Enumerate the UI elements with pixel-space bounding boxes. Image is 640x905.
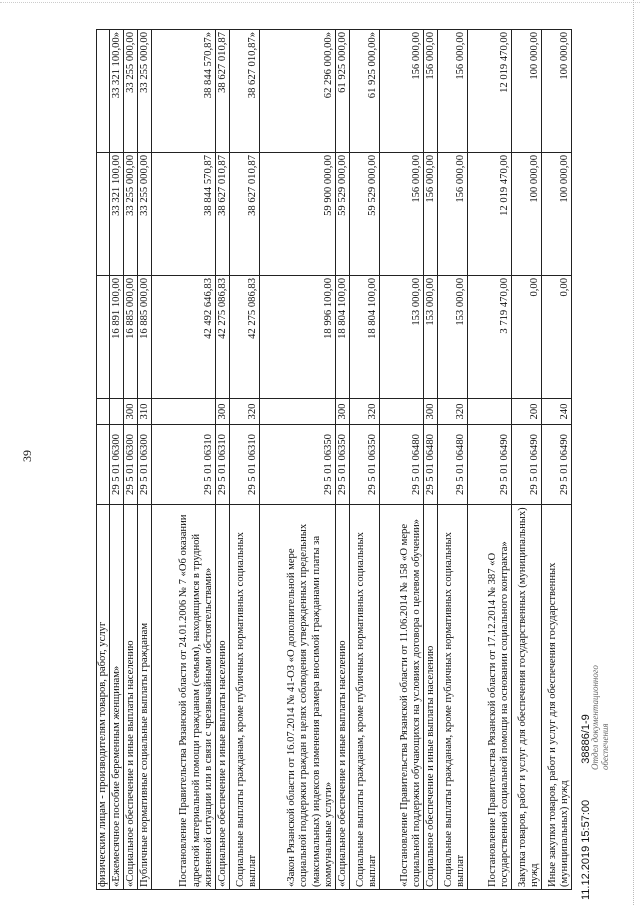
- rotated-table-container: [96, 30, 586, 890]
- row-value-2019-cell: [97, 276, 110, 399]
- footer: [580, 714, 592, 900]
- table-row: [138, 30, 152, 890]
- table-row: [512, 30, 542, 890]
- row-value-2019-cell: 3 719 470,00: [468, 276, 512, 399]
- row-value-2020-cell: 156 000,00: [438, 153, 468, 276]
- row-vr-cell: [260, 399, 336, 425]
- row-code-cell: 29 5 01 06490: [468, 425, 512, 505]
- row-value-2021-cell: 38 627 010,87»: [230, 30, 260, 153]
- row-code-cell: 29 5 01 06350: [260, 425, 336, 505]
- row-name-cell: «Закон Рязанской области от 16.07.2014 № 41-ОЗ «О дополнительной мере социальной поддержки граждан в целях соблюдения утвержденных предельных (максимальных) индексов изменения размера вносимой гражданами платы за коммунальные услуги»: [260, 505, 336, 890]
- table-row: [380, 30, 424, 890]
- table-row: [152, 30, 216, 890]
- row-vr-cell: [152, 399, 216, 425]
- row-vr-cell: [468, 399, 512, 425]
- table-row: [542, 30, 572, 890]
- row-vr-cell: 200: [512, 399, 542, 425]
- table-row: [124, 30, 138, 890]
- row-name-cell: «Социальное обеспечение и иные выплаты населению: [336, 505, 350, 890]
- row-value-2021-cell: [97, 30, 110, 153]
- row-vr-cell: 300: [124, 399, 138, 425]
- row-code-cell: 29 5 01 06490: [542, 425, 572, 505]
- row-vr-cell: [97, 399, 110, 425]
- row-value-2020-cell: 156 000,00: [380, 153, 424, 276]
- row-value-2021-cell: 33 321 100,00»: [110, 30, 124, 153]
- row-value-2019-cell: 42 492 646,83: [152, 276, 216, 399]
- row-value-2019-cell: 42 275 086,83: [216, 276, 230, 399]
- row-vr-cell: 300: [424, 399, 438, 425]
- table-row: [110, 30, 124, 890]
- row-code-cell: 29 5 01 06310: [216, 425, 230, 505]
- table-row: [350, 30, 380, 890]
- archive-stamp: Отдел документационного обеспечения: [590, 665, 610, 770]
- row-value-2019-cell: 18 804 100,00: [350, 276, 380, 399]
- row-code-cell: 29 5 01 06300: [138, 425, 152, 505]
- row-code-cell: 29 5 01 06310: [152, 425, 216, 505]
- row-code-cell: 29 5 01 06480: [380, 425, 424, 505]
- row-name-cell: Постановление Правительства Рязанской области от 17.12.2014 № 387 «О государственной социальной помощи на основании социального контракта»: [468, 505, 512, 890]
- row-vr-cell: 320: [438, 399, 468, 425]
- row-value-2020-cell: 59 529 000,00: [336, 153, 350, 276]
- row-name-cell: физическим лицам - производителям товаров, работ, услуг: [97, 505, 110, 890]
- row-value-2020-cell: 38 844 570,87: [152, 153, 216, 276]
- row-vr-cell: [380, 399, 424, 425]
- row-name-cell: «Социальное обеспечение и иные выплаты населению: [216, 505, 230, 890]
- row-value-2020-cell: 100 000,00: [542, 153, 572, 276]
- row-name-cell: «Социальное обеспечение и иные выплаты населению: [124, 505, 138, 890]
- row-value-2020-cell: 156 000,00: [424, 153, 438, 276]
- row-value-2021-cell: 62 296 000,00»: [260, 30, 336, 153]
- table-row: [336, 30, 350, 890]
- row-name-cell: Социальные выплаты гражданам, кроме публичных нормативных социальных выплат: [350, 505, 380, 890]
- row-value-2019-cell: 0,00: [512, 276, 542, 399]
- row-vr-cell: 300: [336, 399, 350, 425]
- row-value-2019-cell: 42 275 086,83: [230, 276, 260, 399]
- row-name-cell: «Ежемесячное пособие беременным женщинам»: [110, 505, 124, 890]
- row-value-2020-cell: 12 019 470,00: [468, 153, 512, 276]
- row-value-2019-cell: 153 000,00: [438, 276, 468, 399]
- right-scan-edge: [632, 0, 634, 905]
- row-value-2019-cell: 16 885 000,00: [124, 276, 138, 399]
- row-vr-cell: [110, 399, 124, 425]
- row-name-cell: Иные закупки товаров, работ и услуг для обеспечения государственных (муниципальных) нужд: [542, 505, 572, 890]
- row-name-cell: «Постановление Правительства Рязанской области от 11.06.2014 № 158 «О мере социальной поддержки обучающихся на условиях договора о целевом обучении»: [380, 505, 424, 890]
- row-name-cell: Социальное обеспечение и иные выплаты населению: [424, 505, 438, 890]
- row-value-2019-cell: 18 804 100,00: [336, 276, 350, 399]
- top-scan-edge: [0, 2, 640, 4]
- row-name-cell: Социальные выплаты гражданам, кроме публичных нормативных социальных выплат: [438, 505, 468, 890]
- row-value-2021-cell: 61 925 000,00: [336, 30, 350, 153]
- row-value-2021-cell: 100 000,00: [512, 30, 542, 153]
- row-value-2020-cell: 33 321 100,00: [110, 153, 124, 276]
- row-vr-cell: 310: [138, 399, 152, 425]
- row-code-cell: 29 5 01 06350: [336, 425, 350, 505]
- row-value-2019-cell: 16 885 000,00: [138, 276, 152, 399]
- row-code-cell: 29 5 01 06490: [512, 425, 542, 505]
- row-name-cell: Социальные выплаты гражданам, кроме публичных нормативных социальных выплат: [230, 505, 260, 890]
- table-row: [424, 30, 438, 890]
- row-code-cell: 29 5 01 06310: [230, 425, 260, 505]
- row-value-2021-cell: 156 000,00: [424, 30, 438, 153]
- table-row: [438, 30, 468, 890]
- row-value-2021-cell: 12 019 470,00: [468, 30, 512, 153]
- table-row: [230, 30, 260, 890]
- table-row: [260, 30, 336, 890]
- row-vr-cell: 320: [230, 399, 260, 425]
- row-value-2021-cell: 38 844 570,87»: [152, 30, 216, 153]
- row-vr-cell: 300: [216, 399, 230, 425]
- row-value-2021-cell: 156 000,00: [438, 30, 468, 153]
- row-value-2019-cell: 0,00: [542, 276, 572, 399]
- row-value-2020-cell: 100 000,00: [512, 153, 542, 276]
- row-code-cell: 29 5 01 06300: [110, 425, 124, 505]
- row-value-2020-cell: 59 529 000,00: [350, 153, 380, 276]
- row-code-cell: 29 5 01 06480: [424, 425, 438, 505]
- row-value-2019-cell: 18 996 100,00: [260, 276, 336, 399]
- row-value-2020-cell: 33 255 000,00: [138, 153, 152, 276]
- row-value-2019-cell: 16 891 100,00: [110, 276, 124, 399]
- row-value-2021-cell: 38 627 010,87: [216, 30, 230, 153]
- row-vr-cell: 320: [350, 399, 380, 425]
- row-value-2021-cell: 100 000,00: [542, 30, 572, 153]
- row-value-2021-cell: 156 000,00: [380, 30, 424, 153]
- row-value-2019-cell: 153 000,00: [424, 276, 438, 399]
- table-row: [468, 30, 512, 890]
- row-value-2020-cell: 38 627 010,87: [216, 153, 230, 276]
- row-code-cell: 29 5 01 06480: [438, 425, 468, 505]
- budget-table: [96, 29, 572, 890]
- row-code-cell: 29 5 01 06350: [350, 425, 380, 505]
- page-number: 39: [20, 450, 34, 462]
- row-name-cell: Закупка товаров, работ и услуг для обеспечения государственных (муниципальных) нужд: [512, 505, 542, 890]
- row-value-2020-cell: 59 900 000,00: [260, 153, 336, 276]
- row-name-cell: Публичные нормативные социальные выплаты гражданам: [138, 505, 152, 890]
- row-code-cell: [97, 425, 110, 505]
- table-row: [216, 30, 230, 890]
- row-value-2020-cell: [97, 153, 110, 276]
- row-value-2019-cell: 153 000,00: [380, 276, 424, 399]
- row-value-2021-cell: 61 925 000,00»: [350, 30, 380, 153]
- footer-timestamp: 11.12.2019 15:57:00: [580, 799, 592, 900]
- footer-doc-id: 38886/1-9: [580, 714, 592, 764]
- row-value-2020-cell: 33 255 000,00: [124, 153, 138, 276]
- row-code-cell: 29 5 01 06300: [124, 425, 138, 505]
- row-value-2020-cell: 38 627 010,87: [230, 153, 260, 276]
- row-vr-cell: 240: [542, 399, 572, 425]
- row-value-2021-cell: 33 255 000,00: [124, 30, 138, 153]
- row-name-cell: Постановление Правительства Рязанской области от 24.01.2006 № 7 «Об оказании адресной материальной помощи гражданам (семьям), находящимся в трудной жизненной ситуации или в связи с чрезвычайными обстоятельствами»: [152, 505, 216, 890]
- table-row: [97, 30, 110, 890]
- row-value-2021-cell: 33 255 000,00: [138, 30, 152, 153]
